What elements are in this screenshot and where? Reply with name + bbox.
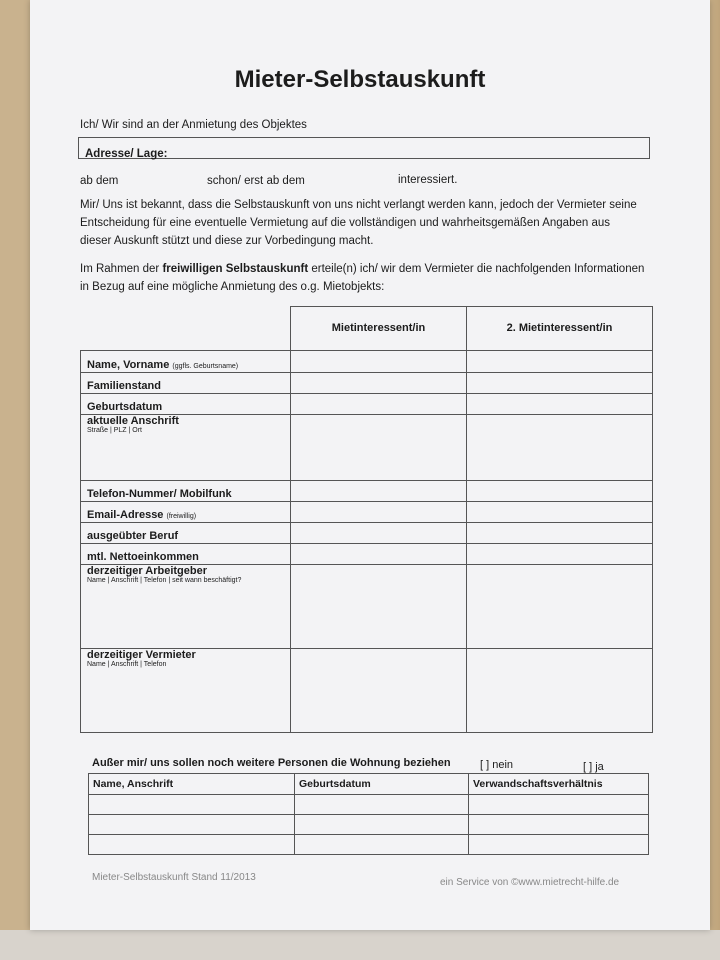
- persons-cell[interactable]: [295, 815, 469, 835]
- table-row: [81, 544, 653, 565]
- row-label-email: [81, 502, 291, 523]
- row-label-marital-status: Familienstand: [81, 373, 291, 394]
- header-applicant-2: 2. Mietinteressent/in: [467, 307, 653, 351]
- row-label-hint: (ggfls. Geburtsname): [172, 363, 239, 370]
- row-label-text: aktuelle Anschrift: [87, 415, 179, 427]
- footer-service-link[interactable]: ein Service von ©www.mietrecht-hilfe.de: [440, 877, 620, 888]
- persons-cell[interactable]: [295, 795, 469, 815]
- row-label-income: mtl. Nettoeinkommen: [81, 544, 291, 565]
- applicant-2-landlord-cell[interactable]: [467, 649, 653, 733]
- applicant-table: [80, 306, 653, 733]
- additional-persons-question: Außer mir/ uns sollen noch weitere Personen die Wohnung beziehen: [92, 757, 451, 769]
- paragraph-voluntary-end: erteile(n) ich/ wir dem Vermieter die nachfolgenden Informationen in Bezug auf eine mögliche Anmietung des o.g. Mietobjekts:: [80, 263, 645, 293]
- table-header-empty: [81, 307, 291, 351]
- applicant-1-profession-cell[interactable]: [291, 523, 467, 544]
- applicant-2-phone-cell[interactable]: [467, 481, 653, 502]
- interested-label: interessiert.: [398, 174, 458, 186]
- row-label-address: [81, 415, 291, 481]
- date-since-label: schon/ erst ab dem: [207, 175, 305, 187]
- table-row: [81, 351, 653, 373]
- row-label-hint: (freiwillig): [166, 513, 197, 520]
- applicant-1-address-cell[interactable]: [291, 415, 467, 481]
- applicant-1-marital-cell[interactable]: [291, 373, 467, 394]
- row-label-phone: Telefon-Nummer/ Mobilfunk: [81, 481, 291, 502]
- applicant-2-profession-cell[interactable]: [467, 523, 653, 544]
- persons-header-name: Name, Anschrift: [89, 774, 295, 795]
- applicant-1-income-cell[interactable]: [291, 544, 467, 565]
- table-row: [81, 649, 653, 733]
- row-label-employer: [81, 565, 291, 649]
- applicant-1-employer-cell[interactable]: [291, 565, 467, 649]
- persons-header-relation: Verwandschaftsverhältnis: [469, 774, 649, 795]
- row-label-text: Name, Vorname: [87, 359, 170, 371]
- document-title: Mieter-Selbstauskunft: [234, 66, 486, 93]
- row-label-sub: Name | Anschrift | Telefon | seit wann beschäftigt?: [87, 577, 242, 584]
- table-header-row: [81, 307, 653, 351]
- persons-cell[interactable]: [469, 835, 649, 855]
- table-row: [81, 502, 653, 523]
- applicant-1-name-cell[interactable]: [291, 351, 467, 373]
- intro-line: Ich/ Wir sind an der Anmietung des Objektes: [80, 119, 307, 131]
- persons-header-row: [89, 774, 649, 795]
- applicant-2-birthdate-cell[interactable]: [467, 394, 653, 415]
- table-row: [89, 815, 649, 835]
- row-label-text: derzeitiger Arbeitgeber: [87, 565, 208, 577]
- applicant-2-address-cell[interactable]: [467, 415, 653, 481]
- paragraph-voluntary-start: Im Rahmen der: [80, 263, 163, 275]
- persons-header-birthdate: Geburtsdatum: [295, 774, 469, 795]
- table-row: [81, 565, 653, 649]
- table-row: [89, 835, 649, 855]
- checkbox-no[interactable]: [ ] nein: [480, 759, 514, 771]
- checkbox-yes[interactable]: [ ] ja: [583, 761, 604, 773]
- row-label-landlord: [81, 649, 291, 733]
- table-row: [89, 795, 649, 815]
- paragraph-voluntary: [80, 260, 650, 296]
- persons-cell[interactable]: [469, 795, 649, 815]
- row-label-sub: Straße | PLZ | Ort: [87, 427, 142, 434]
- paragraph-disclaimer: Mir/ Uns ist bekannt, dass die Selbstauskunft von uns nicht verlangt werden kann, jedoch der Vermieter seine Entscheidung für eine eventuelle Vermietung auf die vollständigen und wahrheitsgemäßen Angaben aus dieser Auskunft stützt und diese zur Vorbedingung macht.: [80, 199, 637, 247]
- applicant-2-employer-cell[interactable]: [467, 565, 653, 649]
- applicant-1-birthdate-cell[interactable]: [291, 394, 467, 415]
- row-label-text: derzeitiger Vermieter: [87, 649, 196, 661]
- table-row: [81, 373, 653, 394]
- row-label-name: [81, 351, 291, 373]
- persons-cell[interactable]: [469, 815, 649, 835]
- paragraph-voluntary-bold: freiwilligen Selbstauskunft: [162, 263, 309, 275]
- table-row: [81, 481, 653, 502]
- table-row: [81, 415, 653, 481]
- applicant-2-email-cell[interactable]: [467, 502, 653, 523]
- applicant-2-marital-cell[interactable]: [467, 373, 653, 394]
- row-label-text: Email-Adresse: [87, 509, 164, 521]
- applicant-2-name-cell[interactable]: [467, 351, 653, 373]
- applicant-2-income-cell[interactable]: [467, 544, 653, 565]
- applicant-1-email-cell[interactable]: [291, 502, 467, 523]
- additional-persons-table: [88, 773, 649, 855]
- footer-version: Mieter-Selbstauskunft Stand 11/2013: [92, 872, 256, 883]
- applicant-1-landlord-cell[interactable]: [291, 649, 467, 733]
- row-label-sub: Name | Anschrift | Telefon: [87, 661, 167, 668]
- date-from-label: ab dem: [80, 175, 119, 187]
- row-label-birthdate: Geburtsdatum: [81, 394, 291, 415]
- table-row: [81, 394, 653, 415]
- persons-cell[interactable]: [89, 835, 295, 855]
- address-field[interactable]: [78, 137, 650, 159]
- applicant-1-phone-cell[interactable]: [291, 481, 467, 502]
- persons-cell[interactable]: [89, 815, 295, 835]
- persons-cell[interactable]: [295, 835, 469, 855]
- background-floor: [0, 930, 720, 960]
- header-applicant-1: Mietinteressent/in: [291, 307, 467, 351]
- table-row: [81, 523, 653, 544]
- persons-cell[interactable]: [89, 795, 295, 815]
- row-label-profession: ausgeübter Beruf: [81, 523, 291, 544]
- address-label: Adresse/ Lage:: [85, 148, 168, 160]
